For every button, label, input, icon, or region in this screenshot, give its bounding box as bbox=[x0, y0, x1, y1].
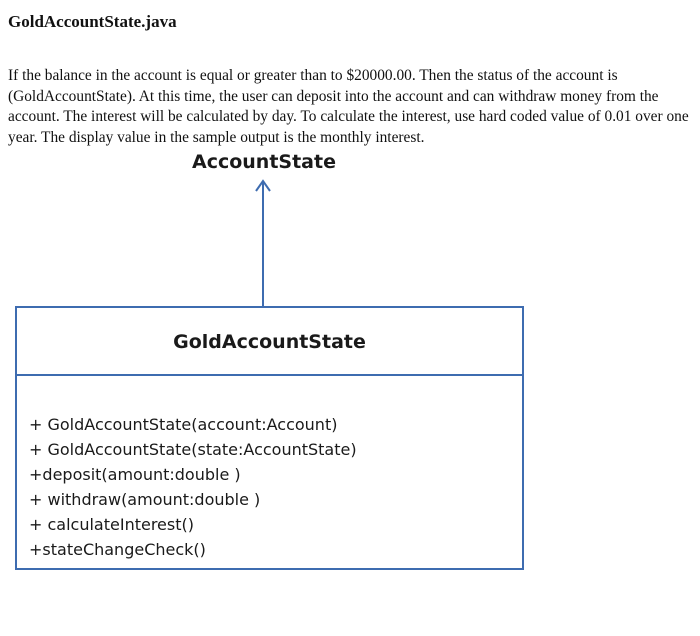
parent-class-label: AccountState bbox=[192, 151, 336, 173]
method-list bbox=[29, 412, 357, 562]
method-item: +stateChangeCheck() bbox=[29, 540, 206, 559]
method-item: + withdraw(amount:double ) bbox=[29, 490, 261, 509]
method-item: + calculateInterest() bbox=[29, 515, 194, 534]
class-name: GoldAccountState bbox=[17, 308, 522, 376]
method-item: + GoldAccountState(account:Account) bbox=[29, 415, 338, 434]
document-title: GoldAccountState.java bbox=[8, 12, 177, 31]
method-item: +deposit(amount:double ) bbox=[29, 465, 241, 484]
inheritance-arrow-head bbox=[256, 181, 270, 191]
method-item: + GoldAccountState(state:AccountState) bbox=[29, 440, 357, 459]
class-box bbox=[15, 306, 524, 570]
description-paragraph: If the balance in the account is equal or greater than to $20000.00. Then the status of the account is (GoldAccountState). At this time, the user can deposit into the account and can withdraw money from the account. The interest will be calculated by day. To calculate the interest, use hard coded value of 0.01 over one year. The display value in the sample output is the monthly interest. bbox=[8, 67, 689, 146]
